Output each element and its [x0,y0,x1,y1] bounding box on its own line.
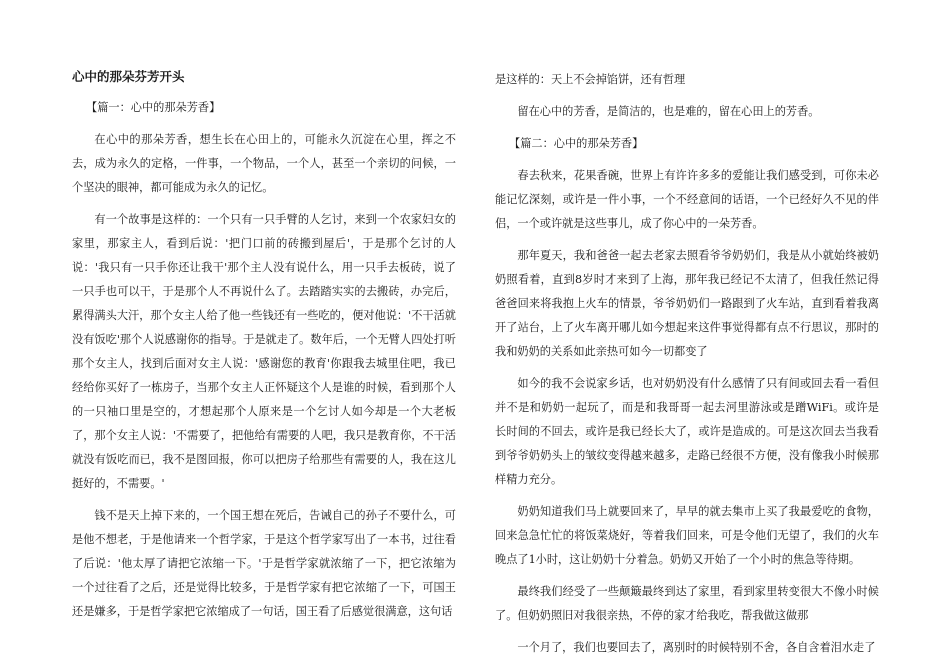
section-heading-2: 【篇二：心中的那朵芳香】 [509,137,644,150]
document-title: 心中的那朵芬芳开头 [72,69,185,84]
paragraph: 春去秋来，花果香碗，世界上有许许多多的爱能让我们感受到，可你未必能记忆深刻，或许是一件小事，一个不经意间的话语，一个已经好久不见的伴侣，一个或许就是这些事儿，成了你心中的一朵芳香。 [495,169,879,230]
paragraph: 如今的我不会说家乡话，也对奶奶没有什么感情了只有间或回去看一看但并不是和奶奶一起玩了，而是和我哥哥一起去河里游泳或是蹭WiFi。或许是长时间的不回去，或许是我已经长大了，或许是造成的。可是这次回去当我看到爷爷奶奶头上的皱纹变得越来越多，走路已经很不方便，没有像我小时候那样精力充分。 [495,377,879,486]
paragraph: 那年夏天，我和爸爸一起去老家去照看爷爷奶奶们，我是从小就始终被奶奶照看着，直到8岁时才来到了上海，那年我已经记不太清了，但我任然记得爸爸回来将我抱上火车的情景，爷爷奶奶们一路跟到了火车站，直到看着我离开了站台，上了火车离开哪儿如今想起来这件事觉得都有点不行思议，那时的我和奶奶的关系如此亲热可如今一切都变了 [495,249,879,358]
paragraph: 一个月了，我们也要回去了，离别时的时候特别不舍，各自含着泪水走了 [517,641,876,654]
right-column [495,68,879,668]
paragraph: 最终我们经受了一些颠簸最终到达了家里，看到家里转变很大不像小时候了。但奶奶照旧对我很亲热，不停的家才给我吃，帮我做这做那 [495,585,879,622]
paragraph: 在心中的那朵芳香，想生长在心田上的，可能永久沉淀在心里，挥之不去，成为永久的定格，一件事，一个物品，一个人，甚至一个亲切的问候，一个坚决的眼神，都可能成为永久的记忆。 [72,133,456,194]
paragraph-continued: 是这样的：天上不会掉馅饼，还有哲理 [495,73,686,86]
paragraph: 奶奶知道我们马上就要回来了，早早的就去集市上买了我最爱吃的食物，回来急急忙忙的将饭菜烧好，等着我们回来，可是令他们无望了，我们的火车晚点了1小时，这让奶奶十分着急。奶奶又开始了一个小时的焦急等待期。 [495,505,879,566]
section-heading-1: 【篇一：心中的那朵芳香】 [86,101,221,114]
paragraph: 钱不是天上掉下来的，一个国王想在死后，告诫自己的孙子不要什么，可是他不想老，于是他请来一个哲学家，于是这个哲学家写出了一本书，过往看了后说：'他太厚了请把它浓缩一下。'于是哲学家就浓缩了一下，把它浓缩为一个过往看了之后，还是觉得比较多，于是哲学家有把它浓缩了一下，可国王还是嫌多，于是哲学家把它浓缩成了一句话，国王看了后感觉很满意，这句话 [72,509,456,618]
paragraph: 留在心中的芳香，是简洁的，也是难的，留在心田上的芳香。 [517,105,820,118]
left-column [72,68,456,632]
paragraph: 有一个故事是这样的：一个只有一只手臂的人乞讨，来到一个农家妇女的家里，那家主人，看到后说：'把门口前的砖搬到屋后'，于是那个乞讨的人说：'我只有一只手你还让我干'那个主人没有说什么，用一只手去板砖，说了一只手也可以干，于是那个人不再说什么了。去踏踏实实的去搬砖，办完后，累得满头大汗，那个女主人给了他一些钱还有一些吃的，便对他说：'不干活就没有饭吃'那个人说感谢你的指导。于是就走了。数年后，一个无臂人四处打听那个女主人，找到后面对女主人说：'感谢您的教育'你跟我去城里住吧，我已经给你买好了一栋房子，当那个女主人正怀疑这个人是谁的时候，看到那个人的一只袖口里是空的，才想起那个人原来是一个乞讨人如今却是一个大老板了，那个女主人说：'不需要了，把他给有需要的人吧，我只是教育你，不干活就没有饭吃而已，我不是图回报，你可以把房子给那些有需要的人，我在这儿挺好的，不需要。' [72,213,456,490]
